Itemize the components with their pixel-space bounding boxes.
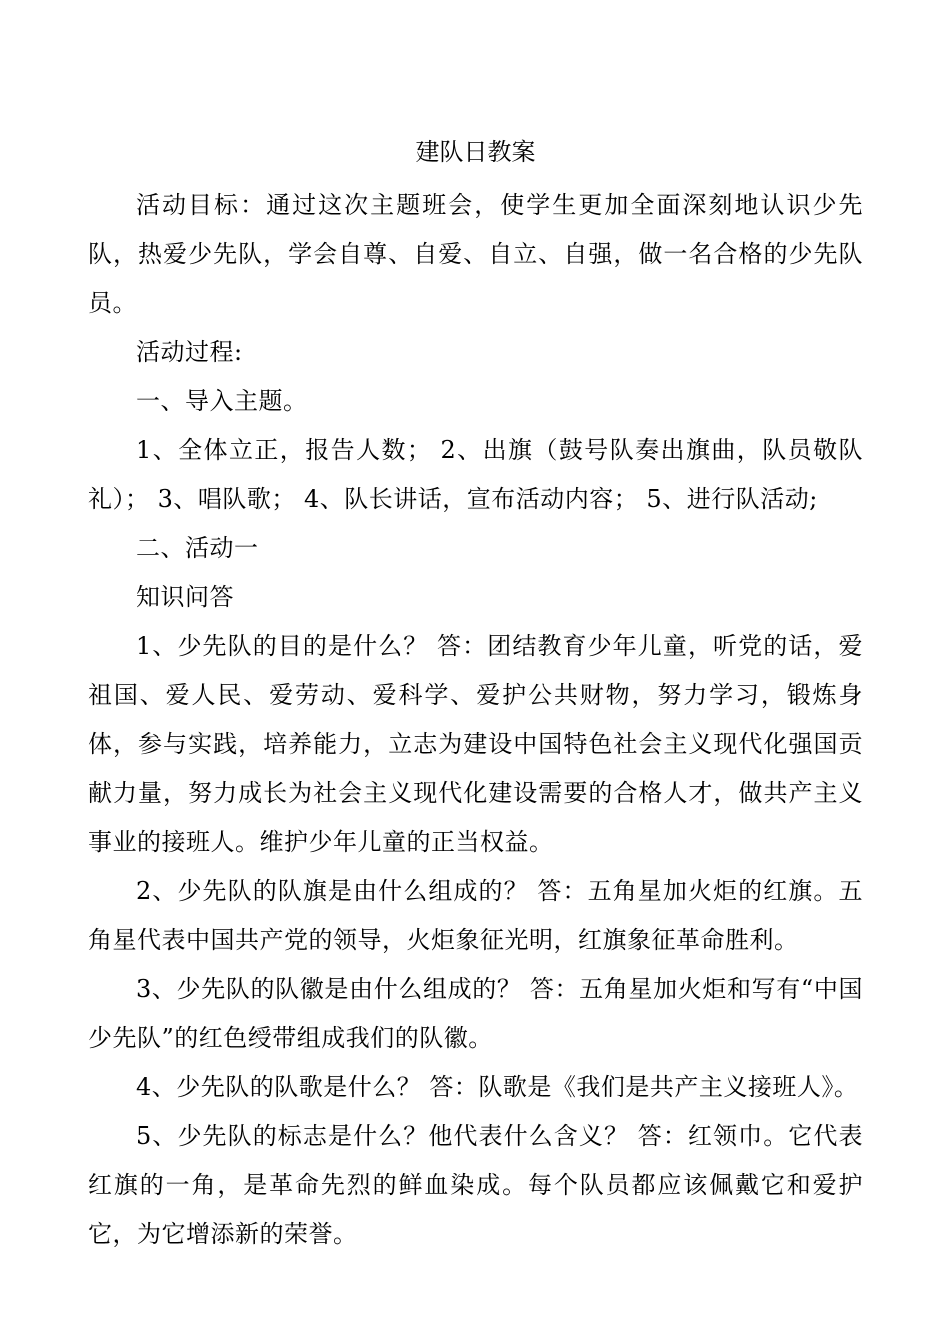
document-body — [88, 181, 863, 1259]
section-heading-activity-one: 二、活动一 — [136, 534, 259, 562]
quiz-item-3: 3、少先队的队徽是由什么组成的？ 答：五角星加火炬和写有“中国少先队”的红色绶带组成我们的队徽。 — [88, 975, 863, 1052]
paragraph-activity-process: 活动过程: — [136, 338, 243, 366]
paragraph-intro-steps: 1、全体立正，报告人数； 2、出旗（鼓号队奏出旗曲，队员敬队礼）； 3、唱队歌； 4、队长讲话，宣布活动内容； 5、进行队活动; — [88, 436, 863, 513]
quiz-item-1: 1、少先队的目的是什么？ 答：团结教育少年儿童，听党的话，爱祖国、爱人民、爱劳动、爱科学、爱护公共财物，努力学习，锻炼身体，参与实践，培养能力，立志为建设中国特色社会主义现代化强国贡献力量，努力成长为社会主义现代化建设需要的合格人才，做共产主义事业的接班人。维护少年儿童的正当权益。 — [88, 632, 863, 856]
paragraph-activity-goal: 活动目标：通过这次主题班会，使学生更加全面深刻地认识少先队，热爱少先队，学会自尊、自爱、自立、自强，做一名合格的少先队员。 — [88, 191, 863, 317]
quiz-item-4: 4、少先队的队歌是什么？ 答：队歌是《我们是共产主义接班人》。 — [136, 1073, 859, 1101]
quiz-item-2: 2、少先队的队旗是由什么组成的？ 答：五角星加火炬的红旗。五角星代表中国共产党的领导，火炬象征光明，红旗象征革命胜利。 — [88, 877, 863, 954]
section-heading-intro: 一、导入主题。 — [136, 387, 308, 415]
document-title: 建队日教案 — [415, 138, 536, 166]
quiz-item-5: 5、少先队的标志是什么？他代表什么含义？ 答：红领巾。它代表红旗的一角，是革命先烈的鲜血染成。每个队员都应该佩戴它和爱护它，为它增添新的荣誉。 — [88, 1122, 863, 1248]
subheading-quiz: 知识问答 — [136, 583, 234, 611]
